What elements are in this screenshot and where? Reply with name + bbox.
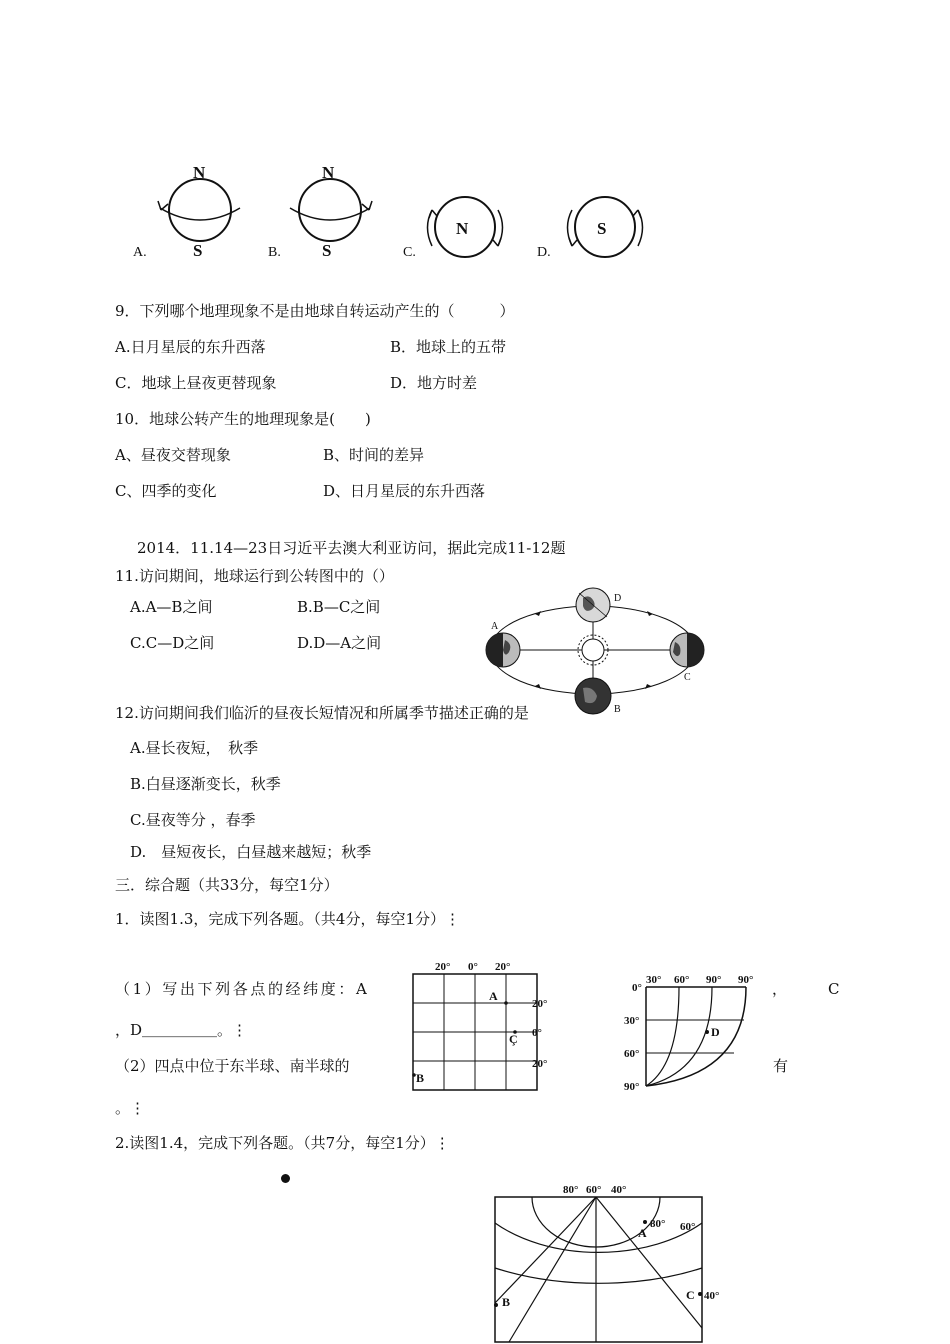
polar-point-d: D: [711, 1025, 720, 1039]
orbit-label-b: B: [614, 704, 621, 715]
problem-1-title: 1．读图1.3，完成下列各题。（共4分，每空1分）⋮: [115, 910, 460, 928]
figure-1-4: [490, 1178, 740, 1344]
q10-option-d: D、日月星辰的东升西落: [323, 482, 486, 500]
problem-1-line2: （2）四点中位于东半球、南半球的: [115, 1057, 350, 1075]
polar-top-label-3: 60°: [674, 974, 690, 986]
intro-text: 2014．11.14—23日习近平去澳大利亚访问，据此完成11-12题: [137, 539, 566, 557]
option-d-globe: [537, 197, 643, 260]
polar-grid-figure: [622, 970, 772, 1095]
orbit-label-a: A: [491, 621, 499, 632]
problem-1-comma: ，: [772, 980, 788, 998]
grid-point-a: A: [489, 989, 498, 1003]
grid-top-label-1: 20°: [435, 961, 451, 973]
option-b-south: S: [322, 241, 332, 260]
grid-top-label-2: 0°: [468, 961, 478, 973]
q12-option-a: A.昼长夜短， 秋季: [130, 739, 259, 757]
earth-at-b: [575, 678, 611, 714]
fig14-point-a: A: [638, 1226, 647, 1240]
q12-option-d: D. 昼短夜长，白昼越来越短；秋季: [130, 843, 372, 861]
problem-1-d-line: ，D＿＿＿＿＿。⋮: [115, 1021, 248, 1039]
fig14-top-label-1: 80°: [563, 1184, 579, 1196]
fig14-arc-label-3: 40°: [704, 1290, 720, 1302]
fig14-arc-label-2: 60°: [680, 1221, 696, 1233]
q9-option-b: B．地球上的五带: [390, 338, 507, 356]
grid-right-label-1: 20°: [532, 998, 548, 1010]
option-b-letter: B.: [268, 245, 281, 260]
q12-option-c: C.昼夜等分 ，春季: [130, 811, 256, 829]
fig14-top-label-2: 60°: [586, 1184, 602, 1196]
q12-stem: 12.访问期间我们临沂的昼夜长短情况和所属季节描述正确的是: [115, 704, 529, 722]
fig14-point-b: B: [502, 1295, 511, 1309]
rotation-direction-figure: [125, 150, 670, 275]
fig14-point-c: C: [686, 1288, 695, 1302]
earth-at-d: [576, 588, 610, 622]
problem-1-c-label: C: [828, 980, 840, 998]
q9-option-d: D．地方时差: [390, 374, 478, 392]
bullet-dot: [281, 1174, 290, 1183]
earth-orbit-figure: [475, 578, 725, 723]
grid-top-label-3: 20°: [495, 961, 511, 973]
q11-option-a: A.A—B之间: [130, 598, 213, 616]
fig14-top-label-3: 40°: [611, 1184, 627, 1196]
problem-1-you: 有: [773, 1057, 789, 1075]
q10-stem: 10．地球公转产生的地理现象是( ): [115, 410, 371, 428]
option-a-globe: [133, 163, 240, 260]
polar-top-label-5: 90°: [738, 974, 754, 986]
option-c-letter: C.: [403, 245, 416, 260]
option-b-globe: [268, 163, 372, 260]
grid-right-label-3: 20°: [532, 1058, 548, 1070]
grid-right-label-2: 0°: [532, 1027, 542, 1039]
q11-option-d: D.D—A之间: [297, 634, 382, 652]
fig14-arc-label-1: 80°: [650, 1218, 666, 1230]
grid-point-c: Ç: [509, 1032, 518, 1046]
q9-option-c: C．地球上昼夜更替现象: [115, 374, 277, 392]
polar-left-label-3: 90°: [624, 1081, 640, 1093]
q10-option-c: C、四季的变化: [115, 482, 217, 500]
option-a-letter: A.: [133, 245, 147, 260]
problem-1-line1: （1）写出下列各点的经纬度：A: [115, 980, 370, 998]
earth-at-c: [670, 633, 704, 667]
q9-option-a: A.日月星辰的东升西落: [115, 338, 266, 356]
problem-2-title: 2.读图1.4，完成下列各题。（共7分，每空1分）⋮: [115, 1134, 450, 1152]
section-3-heading: 三．综合题（共33分，每空1分）: [115, 876, 339, 894]
option-d-center: S: [597, 219, 607, 238]
option-a-north: N: [193, 163, 206, 182]
q11-option-b: B.B—C之间: [297, 598, 381, 616]
polar-left-label-1: 30°: [624, 1015, 640, 1027]
orbit-label-c: C: [684, 672, 691, 683]
option-b-north: N: [322, 163, 335, 182]
q10-option-a: A、昼夜交替现象: [115, 446, 231, 464]
earth-at-a: [486, 633, 520, 667]
option-d-letter: D.: [537, 245, 551, 260]
q11-stem: 11.访问期间，地球运行到公转图中的（）: [115, 567, 394, 585]
polar-top-label-4: 90°: [706, 974, 722, 986]
orbit-label-d: D: [614, 593, 622, 604]
q10-option-b: B、时间的差异: [323, 446, 425, 464]
problem-1-end: 。⋮: [115, 1099, 146, 1117]
q12-option-b: B.白昼逐渐变长，秋季: [130, 775, 281, 793]
polar-top-label-1: 0°: [632, 982, 642, 994]
grid-point-b: B: [416, 1071, 425, 1085]
polar-left-label-2: 60°: [624, 1048, 640, 1060]
polar-top-label-2: 30°: [646, 974, 662, 986]
q11-option-c: C.C—D之间: [130, 634, 215, 652]
option-c-center: N: [456, 219, 469, 238]
q9-stem: 9．下列哪个地理现象不是由地球自转运动产生的（ ）: [115, 302, 515, 320]
option-c-globe: [403, 197, 503, 260]
sun-icon: [578, 635, 608, 665]
option-a-south: S: [193, 241, 203, 260]
lat-lon-grid-figure: [405, 958, 565, 1093]
